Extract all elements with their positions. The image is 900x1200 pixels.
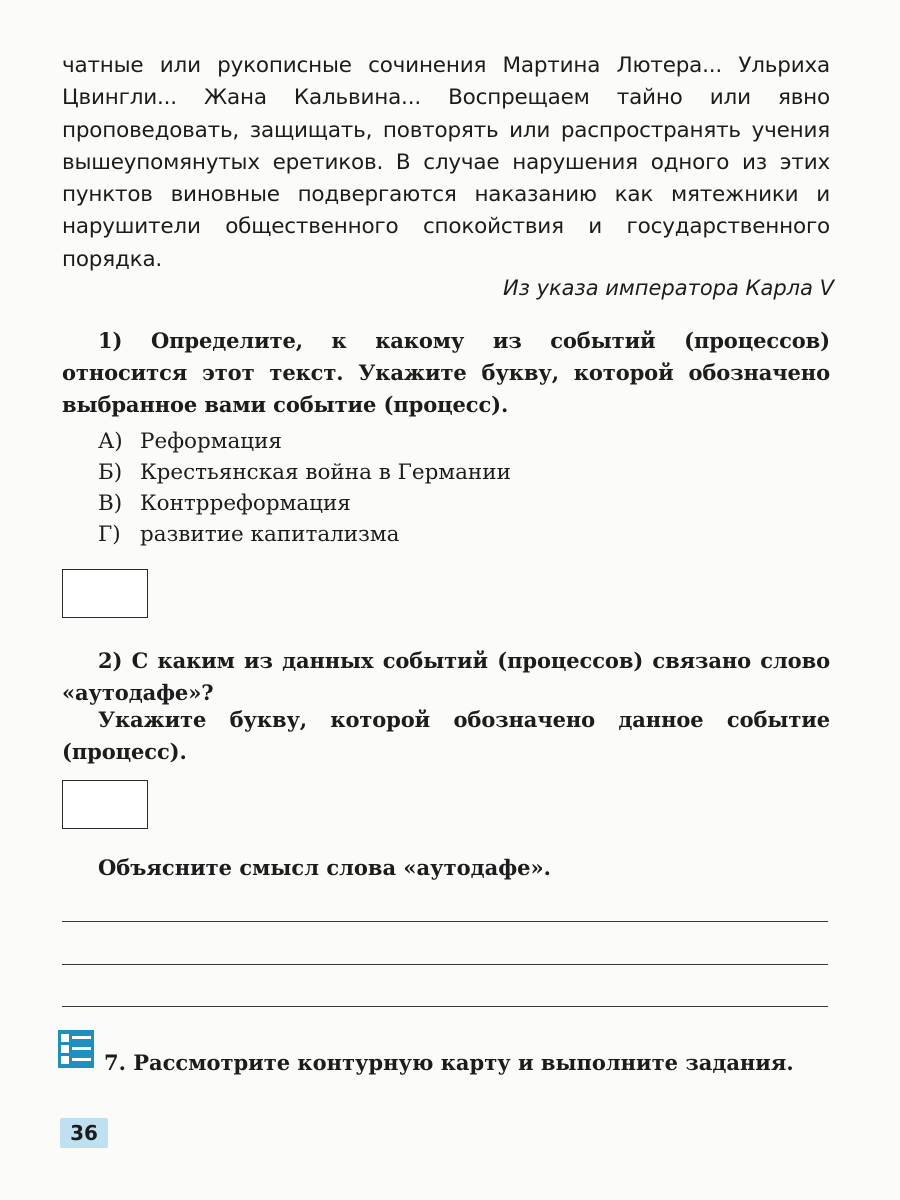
option-letter: А) xyxy=(98,429,123,454)
question-1-text: 1) Определите, к какому из событий (процессов) относится этот текст. Укажите букву, которой обозначено выбранное вами событие (процесс). xyxy=(62,328,830,417)
map-task-icon xyxy=(58,1030,94,1068)
option-text: Реформация xyxy=(140,429,282,454)
answer-box-1[interactable] xyxy=(62,569,148,618)
option-letter: В) xyxy=(98,491,123,516)
option-letter: Б) xyxy=(98,460,123,485)
option-b xyxy=(98,457,511,488)
source-paragraph: чатные или рукописные сочинения Мартина Лютера... Ульриха Цвингли... Жана Кальвина... Воспрещаем тайно или явно проповедовать, защищать, повторять или распространять учения вышеупомянутых еретиков. В случае нарушения одного из этих пунктов виновные подвергаются наказанию как мятежники и нарушители общественного спокойствия и государственного порядка. xyxy=(62,53,830,272)
answer-box-2[interactable] xyxy=(62,780,148,829)
question-2-text: 2) С каким из данных событий (процессов) связано слово «аутодафе»? xyxy=(62,648,830,705)
explain-prompt: Объясните смысл слова «аутодафе». xyxy=(98,855,551,880)
answer-line[interactable] xyxy=(62,964,828,965)
option-a xyxy=(98,426,511,457)
task-7-text: 7. Рассмотрите контурную карту и выполните задания. xyxy=(104,1050,794,1075)
question-2-instruction: Укажите букву, которой обозначено данное событие (процесс). xyxy=(62,707,830,764)
option-letter: Г) xyxy=(98,522,121,547)
source-attribution: Из указа императора Карла V xyxy=(503,276,834,300)
option-text: развитие капитализма xyxy=(140,522,400,547)
option-text: Крестьянская война в Германии xyxy=(140,460,511,485)
answer-line[interactable] xyxy=(62,921,828,922)
option-g xyxy=(98,519,511,550)
answer-options xyxy=(98,426,511,550)
answer-line[interactable] xyxy=(62,1006,828,1007)
option-v xyxy=(98,488,511,519)
page-number: 36 xyxy=(60,1118,108,1148)
option-text: Контрреформация xyxy=(140,491,351,516)
